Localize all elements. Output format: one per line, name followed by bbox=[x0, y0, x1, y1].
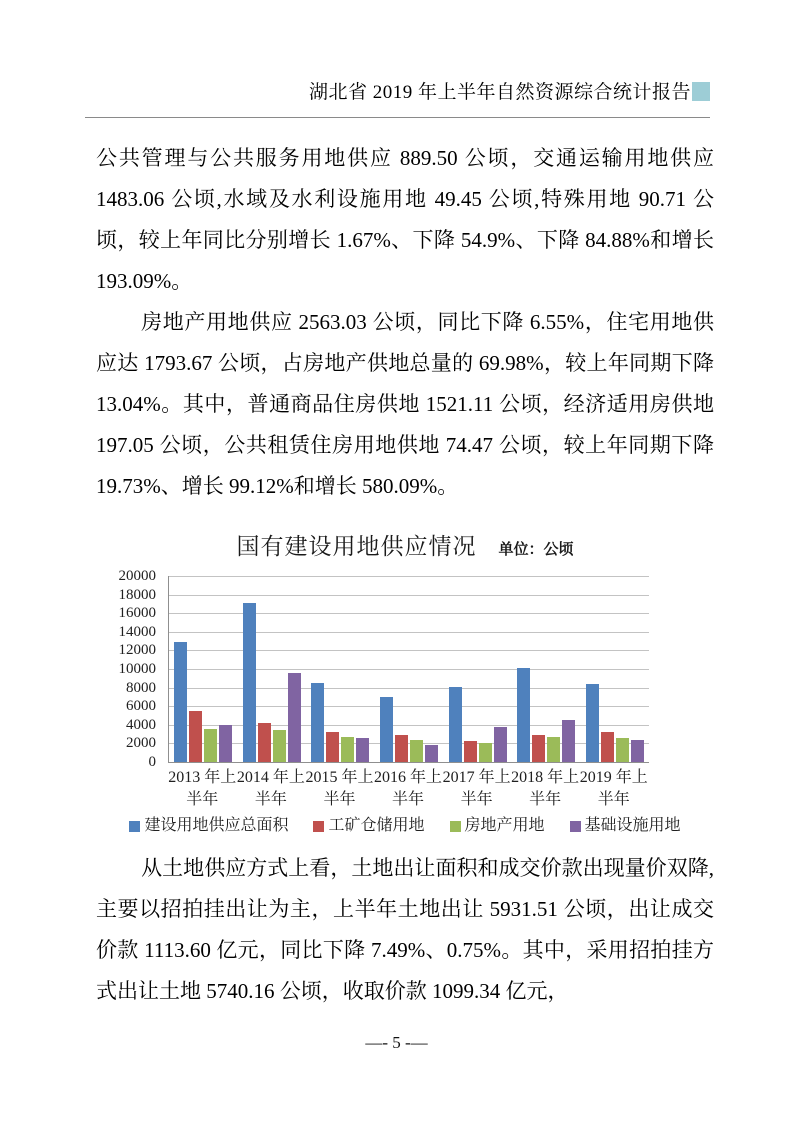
bar-group bbox=[306, 576, 375, 762]
header-accent-square-icon bbox=[692, 82, 710, 101]
bar-工矿仓储用地 bbox=[189, 711, 202, 762]
legend-swatch-icon bbox=[570, 821, 581, 832]
bar-基础设施用地 bbox=[562, 720, 575, 762]
x-axis-category-label: 2019 年上 半年 bbox=[579, 769, 648, 808]
header-rule bbox=[85, 117, 710, 118]
x-axis-category-label: 2014 年上 半年 bbox=[236, 769, 305, 808]
y-axis-tick-label: 4000 bbox=[126, 717, 156, 733]
y-axis-tick-label: 0 bbox=[148, 754, 156, 770]
y-axis-tick-label: 2000 bbox=[126, 735, 156, 751]
y-axis-tick-label: 10000 bbox=[118, 661, 156, 677]
legend-item bbox=[570, 817, 681, 835]
chart-title: 国有建设用地供应情况 bbox=[236, 534, 477, 559]
bar-工矿仓储用地 bbox=[395, 735, 408, 762]
paragraph-land-transfer: 从土地供应方式上看，土地出让面积和成交价款出现量价双降,主要以招拍挂出让为主，上半年土地出让 5931.51 公顷，出让成交价款 1113.60 亿元，同比下降 7.49%、0.75%。其中，采用招拍挂方式出让土地 5740.16 公顷，收取价款 1099.34 亿元， bbox=[96, 856, 714, 1003]
footer-page-number: —- 5 -— bbox=[365, 1033, 428, 1052]
bar-基础设施用地 bbox=[219, 725, 232, 762]
legend-swatch-icon bbox=[313, 821, 324, 832]
bar-建设用地供应总面积 bbox=[174, 642, 187, 762]
bar-房地产用地 bbox=[273, 730, 286, 762]
x-axis-category-label: 2013 年上 半年 bbox=[168, 769, 237, 808]
x-axis-category-label: 2015 年上 半年 bbox=[305, 769, 374, 808]
legend-item bbox=[313, 817, 424, 835]
bar-工矿仓储用地 bbox=[464, 741, 477, 762]
bar-房地产用地 bbox=[410, 740, 423, 762]
header-title bbox=[85, 80, 710, 106]
bar-基础设施用地 bbox=[425, 745, 438, 762]
y-axis-tick-label: 16000 bbox=[118, 605, 156, 621]
bar-group bbox=[443, 576, 512, 762]
chart-plot-area bbox=[168, 576, 649, 763]
chart-legend bbox=[96, 817, 714, 835]
paragraph-land-supply: 公共管理与公共服务用地供应 889.50 公顷，交通运输用地供应 1483.06 公顷,水域及水利设施用地 49.45 公顷,特殊用地 90.71 公顷，较上年同比分别增长 1.67%、下降 54.9%、下降 84.88%和增长 193.09%。 bbox=[96, 146, 714, 293]
x-axis-category-label: 2018 年上 半年 bbox=[511, 769, 580, 808]
bar-建设用地供应总面积 bbox=[449, 687, 462, 762]
y-axis-tick-label: 18000 bbox=[118, 587, 156, 603]
bar-房地产用地 bbox=[204, 729, 217, 762]
bar-建设用地供应总面积 bbox=[517, 668, 530, 762]
bar-group bbox=[375, 576, 444, 762]
y-axis-tick-label: 8000 bbox=[126, 680, 156, 696]
x-axis-category-label: 2016 年上 半年 bbox=[374, 769, 443, 808]
x-axis-category-label: 2017 年上 半年 bbox=[442, 769, 511, 808]
paragraph-real-estate: 房地产用地供应 2563.03 公顷，同比下降 6.55%，住宅用地供应达 1793.67 公顷，占房地产供地总量的 69.98%，较上年同期下降 13.04%。其中，普通商品住房供地 1521.11 公顷，经济适用房供地 197.05 公顷，公共租赁住房用地供地 74.47 公顷，较上年同期下降 19.73%、增长 99.12%和增长 580.09%。 bbox=[96, 310, 714, 498]
bar-建设用地供应总面积 bbox=[311, 683, 324, 762]
legend-item bbox=[450, 817, 545, 835]
header-title-text: 湖北省 2019 年上半年自然资源综合统计报告 bbox=[308, 82, 691, 103]
legend-label: 建设用地供应总面积 bbox=[144, 817, 289, 834]
y-axis-tick-label: 12000 bbox=[118, 642, 156, 658]
bar-房地产用地 bbox=[547, 737, 560, 762]
bar-建设用地供应总面积 bbox=[586, 684, 599, 762]
chart-title-row bbox=[96, 528, 714, 561]
y-axis-tick-label: 6000 bbox=[126, 698, 156, 714]
bar-group bbox=[512, 576, 581, 762]
bar-基础设施用地 bbox=[494, 727, 507, 762]
legend-label: 基础设施用地 bbox=[584, 817, 681, 834]
chart-x-axis-labels bbox=[168, 767, 648, 811]
y-axis-tick-label: 14000 bbox=[118, 624, 156, 640]
bar-基础设施用地 bbox=[631, 740, 644, 763]
bar-工矿仓储用地 bbox=[532, 735, 545, 762]
bar-基础设施用地 bbox=[356, 738, 369, 762]
legend-swatch-icon bbox=[450, 821, 461, 832]
legend-item bbox=[129, 817, 288, 835]
legend-swatch-icon bbox=[129, 821, 140, 832]
bar-房地产用地 bbox=[616, 738, 629, 762]
legend-label: 工矿仓储用地 bbox=[328, 817, 425, 834]
bar-工矿仓储用地 bbox=[258, 723, 271, 762]
y-axis-tick-label: 20000 bbox=[118, 568, 156, 584]
bar-建设用地供应总面积 bbox=[380, 697, 393, 762]
bar-工矿仓储用地 bbox=[601, 732, 614, 762]
bar-group bbox=[169, 576, 238, 762]
bar-工矿仓储用地 bbox=[326, 732, 339, 762]
bar-房地产用地 bbox=[341, 737, 354, 762]
bar-基础设施用地 bbox=[288, 673, 301, 762]
bar-建设用地供应总面积 bbox=[243, 603, 256, 762]
chart-bar-groups bbox=[169, 576, 649, 762]
bar-房地产用地 bbox=[479, 743, 492, 762]
bar-group bbox=[580, 576, 649, 762]
chart-unit-label: 单位：公顷 bbox=[498, 542, 574, 558]
chart-y-axis bbox=[90, 568, 162, 773]
legend-label: 房地产用地 bbox=[464, 817, 545, 834]
bar-group bbox=[238, 576, 307, 762]
